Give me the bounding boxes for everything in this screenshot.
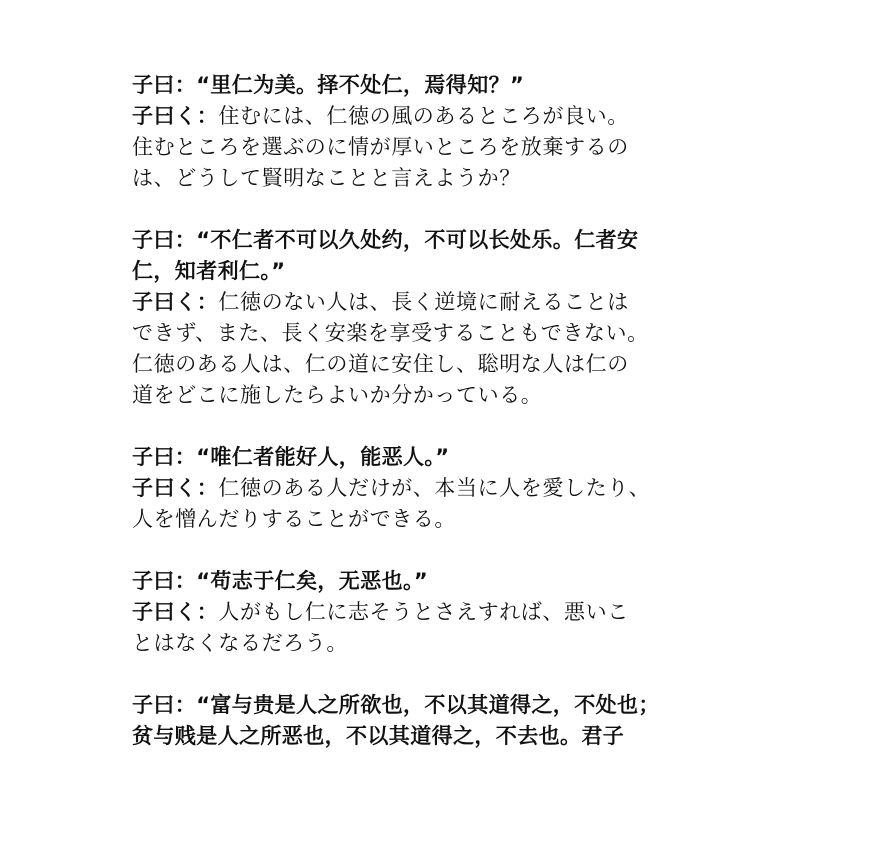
translation-label: 子曰く： [132,600,219,624]
translation-line [132,101,752,132]
translation-text: 仁徳のある人だけが、本当に人を愛したり、 [218,476,651,500]
translation-text: 住むところを選ぶのに情が厚いところを放棄するの [132,135,629,159]
original-text: 子曰：“里仁为美。择不处仁，焉得知？” [132,73,525,97]
translation-text: 人を憎んだりすることができる。 [132,507,456,531]
paragraph-gap [132,411,752,442]
paragraph-gap [132,194,752,225]
translation-text: 仁徳のない人は、長く逆境に耐えることは [218,290,629,314]
translation-label: 子曰く： [132,476,219,500]
translation-text: とはなくなるだろう。 [132,631,348,655]
translation-text: 道をどこに施したらよいか分かっている。 [132,383,543,407]
original-text: 贫与贱是人之所恶也，不以其道得之，不去也。君子 [132,724,625,748]
translation-line [132,597,752,628]
document-page [132,70,752,752]
translation-text: 人がもし仁に志そうとさえすれば、悪いこ [218,600,629,624]
original-text: 仁，知者利仁。” [132,259,286,283]
original-text: 子曰：“不仁者不可以久处约，不可以长处乐。仁者安 [132,228,639,252]
translation-text: 仁徳のある人は、仁の道に安住し、聡明な人は仁の [132,352,629,376]
translation-label: 子曰く： [132,290,219,314]
paragraph-gap [132,535,752,566]
paragraph-gap [132,659,752,690]
translation-text: 住むには、仁徳の風のあるところが良い。 [218,104,629,128]
translation-line [132,473,752,504]
original-text: 子曰：“唯仁者能好人，能恶人。” [132,445,450,469]
translation-label: 子曰く： [132,104,219,128]
translation-line [132,287,752,318]
translation-text: できず、また、長く安楽を享受することもできない。 [132,321,649,345]
original-text: 子曰：“苟志于仁矣，无恶也。” [132,569,429,593]
translation-text: は、どうして賢明なことと言えようか？ [132,166,521,190]
original-text: 子曰：“富与贵是人之所欲也，不以其道得之，不处也； [132,693,660,717]
